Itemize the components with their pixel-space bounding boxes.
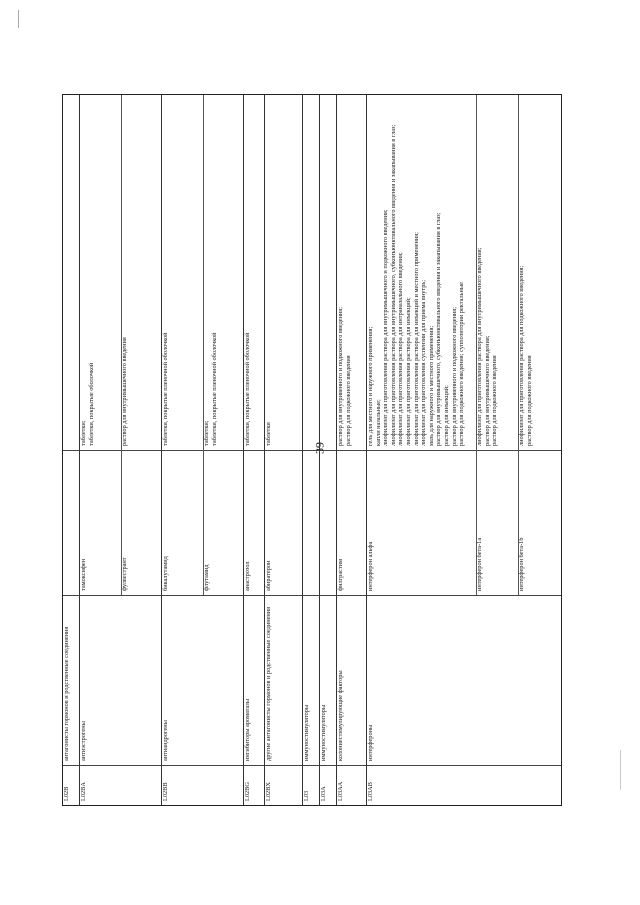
drug-inn-cell: [265, 450, 303, 595]
atc-group-name-cell: [63, 595, 80, 765]
atc-code-cell: [337, 765, 367, 805]
dosage-forms: раствор для внутримышечного введения: [121, 337, 128, 446]
drug-inn: абиратерон: [265, 560, 272, 591]
drug-inn-cell: [337, 450, 367, 595]
atc-group-name-cell: [367, 595, 561, 765]
dosage-forms: раствор для внутривенного и подкожного введения; раствор для подкожного введения: [337, 307, 352, 446]
atc-group-name: антагонисты гормонов и родственные соединения: [63, 626, 70, 761]
atc-code-cell: [265, 765, 303, 805]
drug-inn: интерферон альфа: [367, 541, 374, 591]
atc-group-name: антиэстрогены: [80, 721, 87, 761]
atc-code: L02BX: [265, 782, 272, 801]
table-row-l02b: [63, 95, 80, 805]
dosage-forms: лиофилизат для приготовления раствора для подкожного введения; раствор для подкожного введения: [518, 265, 533, 446]
drug-classification-table: [62, 94, 562, 806]
dosage-forms-cell: [162, 95, 203, 450]
drug-inn: интерферон бета-1b: [518, 537, 525, 591]
table-row-l03ab: [367, 95, 561, 805]
dosage-forms: лиофилизат для приготовления раствора для внутримышечного введения; раствор для внутримышечного введения; раствор для подкожного введения: [476, 247, 499, 446]
table-row-l02bb: [162, 95, 244, 805]
atc-code-cell: [63, 765, 80, 805]
table-row-l02bx: [265, 95, 303, 805]
drug-inn-cell: [121, 450, 162, 595]
dosage-forms: таблетки; таблетки, покрытые пленочной оболочкой: [203, 332, 218, 446]
atc-group-name: иммуностимуляторы: [303, 704, 310, 761]
scan-artifact-line: [620, 750, 621, 790]
dosage-forms: таблетки, покрытые пленочной оболочкой: [162, 332, 169, 446]
atc-code: L03A: [320, 786, 327, 801]
atc-code: L02BG: [244, 782, 251, 801]
atc-group-name: интерфероны: [367, 724, 374, 761]
atc-group-name: иммуностимуляторы: [320, 704, 327, 761]
dosage-forms-cell: [367, 95, 476, 450]
atc-group-name-cell: [303, 595, 320, 765]
drug-inn: тамоксифен: [80, 558, 87, 591]
table-row-l02ba: [80, 95, 162, 805]
table-row-l03aa: [337, 95, 367, 805]
drug-inn-cell: [162, 450, 203, 595]
atc-group-name: другие антагонисты гормонов и родственные соединения: [265, 606, 272, 761]
drug-inn: фулвестрант: [121, 557, 128, 591]
atc-group-name: ингибиторы ароматазы: [244, 699, 251, 761]
drug-inn: филграстим: [337, 558, 344, 591]
dosage-forms-cell: [518, 95, 561, 450]
drug-inn: флутамид: [203, 564, 210, 591]
atc-group-name: антиандрогены: [162, 720, 169, 761]
atc-group-name-cell: [265, 595, 303, 765]
dosage-forms-cell: [121, 95, 162, 450]
atc-code-cell: [320, 765, 337, 805]
page-number: 39: [312, 442, 327, 454]
atc-code: L02BA: [80, 782, 87, 801]
atc-group-name-cell: [337, 595, 367, 765]
atc-code: L03AA: [337, 781, 344, 801]
drug-inn-cell: [367, 450, 476, 595]
dosage-forms-cell: [203, 95, 244, 450]
atc-group-name-cell: [162, 595, 244, 765]
atc-code-cell: [367, 765, 561, 805]
drug-inn: бикалутамид: [162, 556, 169, 591]
atc-group-name: колониестимулирующие факторы: [337, 670, 344, 761]
drug-inn-cell: [476, 450, 518, 595]
dosage-forms-cell: [80, 95, 121, 450]
dosage-forms: таблетки; таблетки, покрытые оболочкой: [80, 362, 95, 446]
drug-inn: анастрозол: [244, 561, 251, 591]
dosage-forms-cell: [265, 95, 303, 450]
atc-group-name-cell: [244, 595, 265, 765]
atc-code: L02BB: [162, 782, 169, 801]
atc-group-name-cell: [80, 595, 162, 765]
dosage-forms-cell: [244, 95, 265, 450]
atc-code-cell: [80, 765, 162, 805]
drug-inn-cell: [203, 450, 244, 595]
scan-artifact: [18, 10, 25, 28]
dosage-forms: гель для местного и наружного применения; капли назальные; лиофилизат для приготовления раствора для внутримышечного и подкожного введения; лиофилизат для приготовления раствора для внутримышечного, субконъюнктивального введения и закапывания в глаз; лиофилизат для приготовления раствора для интраназального введения; лиофилизат для приготовления раствора для инъекций; лиофилизат для приготовления раствора для инъекций и местного применения; лиофилизат для приготовления суспензии для приема внутрь; мазь для наружного и местного применения; раствор для внутримышечного, субконъюнктивального введения и закапывания в глаз; раствор для инъекций; раствор для внутривенного и подкожного введения; раствор для подкожного введения; суппозитории ректальные: [367, 124, 466, 446]
column-divider: [320, 450, 336, 451]
column-divider: [63, 450, 79, 451]
table-row-l03: [303, 95, 320, 805]
column-divider: [303, 450, 319, 451]
atc-code: L02B: [63, 786, 70, 801]
atc-code-cell: [162, 765, 244, 805]
drug-inn-cell: [80, 450, 121, 595]
dosage-forms-cell: [476, 95, 518, 450]
atc-group-name-cell: [320, 595, 337, 765]
drug-inn-cell: [518, 450, 561, 595]
table-row-l03a: [320, 95, 337, 805]
atc-code: L03AB: [367, 782, 374, 801]
drug-inn-cell: [244, 450, 265, 595]
table-row-l02bg: [244, 95, 265, 805]
atc-code-cell: [244, 765, 265, 805]
atc-code: L03: [303, 790, 310, 801]
drug-inn: интерферон бета-1a: [476, 537, 483, 591]
atc-code-cell: [303, 765, 320, 805]
dosage-forms: таблетки, покрытые пленочной оболочкой: [244, 332, 251, 446]
dosage-forms: таблетки: [265, 422, 272, 446]
dosage-forms-cell: [337, 95, 367, 450]
